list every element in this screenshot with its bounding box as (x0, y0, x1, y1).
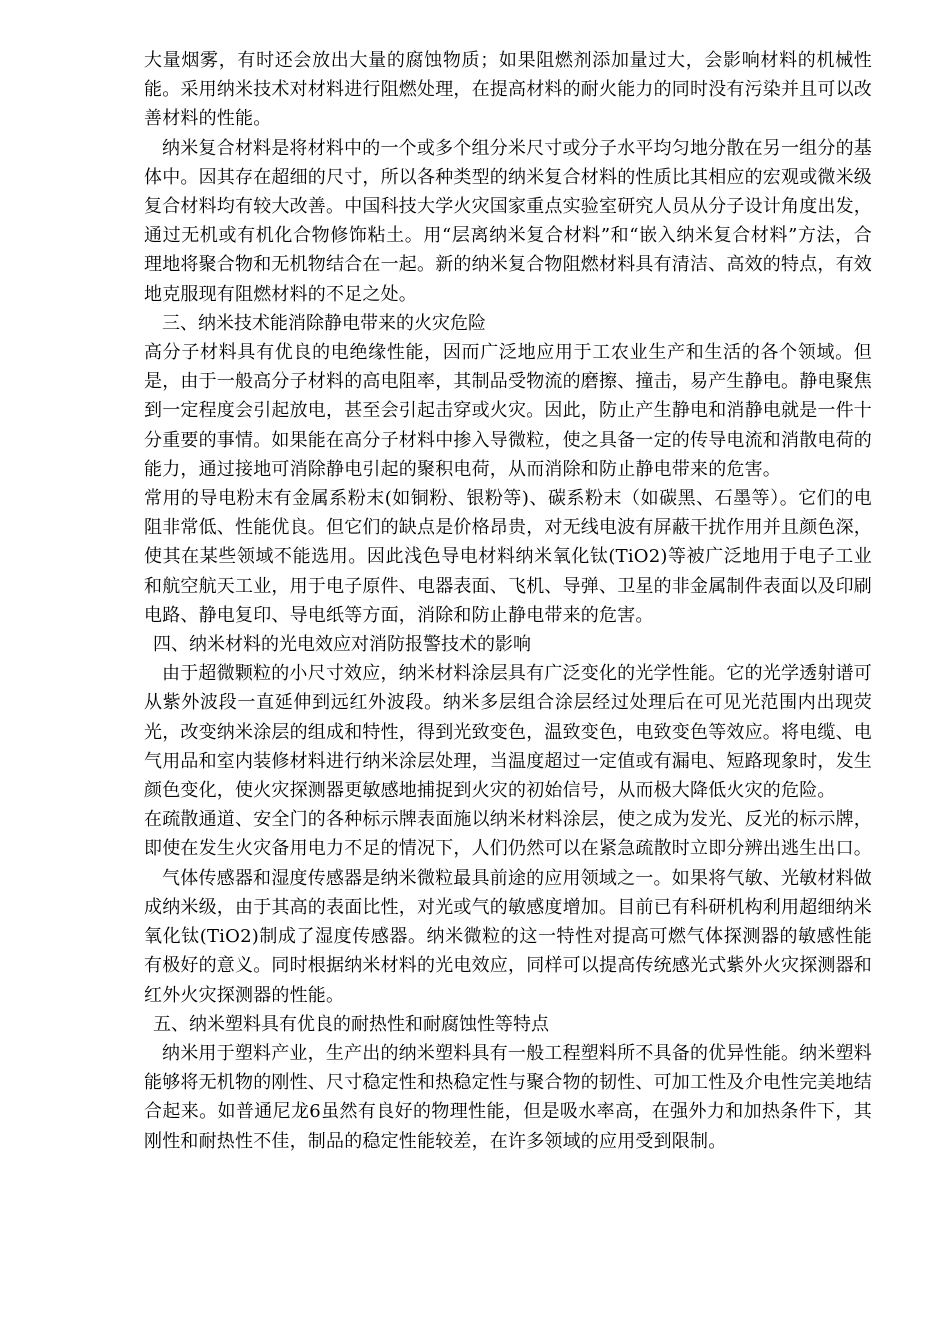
section-heading-nano-plastics: 五、纳米塑料具有优良的耐热性和耐腐蚀性等特点 (153, 1013, 549, 1035)
document-page (144, 46, 872, 1156)
paragraph-gas-sensors: 气体传感器和湿度传感器是纳米微粒最具前途的应用领域之一。如果将气敏、光敏材料做成纳米级，由于其高的表面比性，对光或气的敏感度增加。目前已有科研机构利用超细纳米氧化钛(TiO2)制成了湿度传感器。纳米微粒的这一特性对提高可燃气体探测器的敏感性能有极好的意义。同时根据纳米材料的光电效应，同样可以提高传统感光式紫外火灾探测器和红外火灾探测器的性能。 (144, 867, 872, 1006)
paragraph-flame-retardant-intro: 大量烟雾，有时还会放出大量的腐蚀物质；如果阻燃剂添加量过大，会影响材料的机械性能。采用纳米技术对材料进行阻燃处理，在提高材料的耐火能力的同时没有污染并且可以改善材料的性能。 (144, 50, 872, 130)
paragraph-optical-properties: 由于超微颗粒的小尺寸效应，纳米材料涂层具有广泛变化的光学性能。它的光学透射谱可从紫外波段一直延伸到远红外波段。纳米多层组合涂层经过处理后在可见光范围内出现荧光，改变纳米涂层的组成和特性，得到光致变色，温致变色，电致变色等效应。将电缆、电气用品和室内装修材料进行纳米涂层处理，当温度超过一定值或有漏电、短路现象时，发生颜色变化，使火灾探测器更敏感地捕捉到火灾的初始信号，从而极大降低火灾的危险。 (144, 663, 872, 802)
paragraph-conductive-powder: 常用的导电粉末有金属系粉末(如铜粉、银粉等)、碳系粉末（如碳黑、石墨等）。它们的电阻非常低、性能优良。但它们的缺点是价格昂贵，对无线电波有屏蔽干扰作用并且颜色深，使其在某些领域不能选用。因此浅色导电材料纳米氧化钛(TiO2)等被广泛地用于电子工业和航空航天工业，用于电子原件、电器表面、飞机、导弹、卫星的非金属制件表面以及印刷电路、静电复印、导电纸等方面，消除和防止静电带来的危害。 (144, 488, 872, 626)
paragraph-polymer-static: 高分子材料具有优良的电绝缘性能，因而广泛地应用于工农业生产和生活的各个领域。但是，由于一般高分子材料的高电阻率，其制品受物流的磨擦、撞击，易产生静电。静电聚焦到一定程度会引起放电，甚至会引起击穿或火灾。因此，防止产生静电和消静电就是一件十分重要的事情。如果能在高分子材料中掺入导微粒，使之具备一定的传导电流和消散电荷的能力，通过接地可消除静电引起的聚积电荷，从而消除和防止静电带来的危害。 (144, 342, 872, 480)
section-heading-photoelectric-effect: 四、纳米材料的光电效应对消防报警技术的影响 (153, 634, 531, 656)
section-heading-static-electricity: 三、纳米技术能消除静电带来的火灾危险 (162, 312, 486, 334)
paragraph-nano-plastics: 纳米用于塑料产业，生产出的纳米塑料具有一般工程塑料所不具备的优异性能。纳米塑料能够将无机物的刚性、尺寸稳定性和热稳定性与聚合物的韧性、可加工性及介电性完美地结合起来。如普通尼龙6虽然有良好的物理性能，但是吸水率高，在强外力和加热条件下，其刚性和耐热性不佳，制品的稳定性能较差，在许多领域的应用受到限制。 (144, 1042, 872, 1152)
paragraph-nanocomposite: 纳米复合材料是将材料中的一个或多个组分米尺寸或分子水平均匀地分散在另一组分的基体中。因其存在超细的尺寸，所以各种类型的纳米复合材料的性质比其相应的宏观或微米级复合材料均有较大改善。中国科技大学火灾国家重点实验室研究人员从分子设计角度出发，通过无机或有机化合物修饰粘土。用“层离纳米复合材料”和“嵌入纳米复合材料”方法，合理地将聚合物和无机物结合在一起。新的纳米复合物阻燃材料具有清洁、高效的特点，有效地克服现有阻燃材料的不足之处。 (144, 137, 872, 305)
paragraph-evacuation-signs: 在疏散通道、安全门的各种标示牌表面施以纳米材料涂层，使之成为发光、反光的标示牌，即使在发生火灾备用电力不足的情况下，人们仍然可以在紧急疏散时立即分辨出逃生出口。 (144, 809, 872, 860)
